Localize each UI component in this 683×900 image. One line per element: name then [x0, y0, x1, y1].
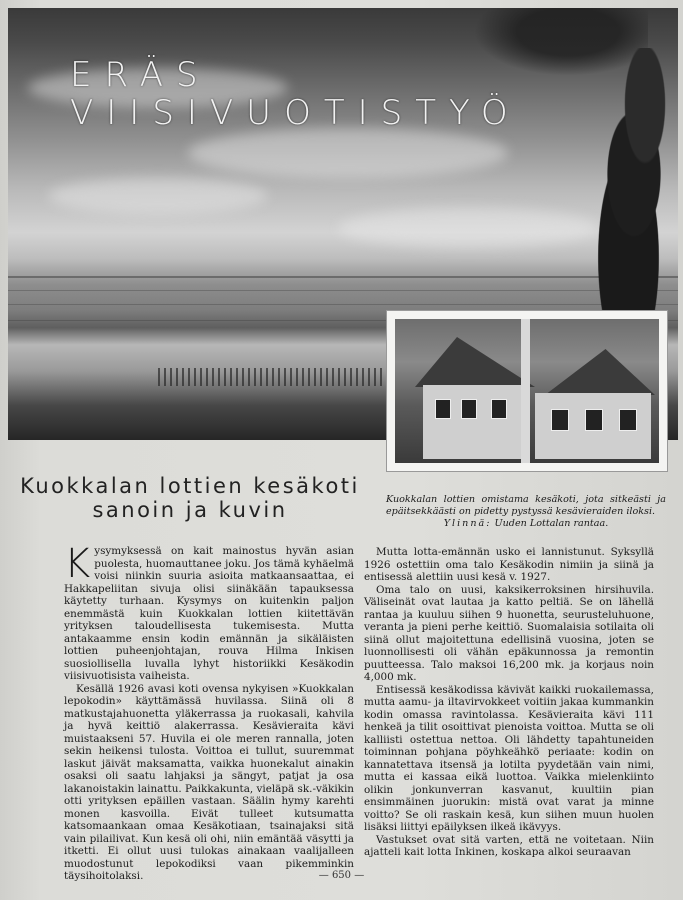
- title-line-1: ERÄS: [70, 55, 211, 95]
- pine-tree: [568, 48, 678, 328]
- fence: [158, 368, 393, 386]
- article-subtitle: [0, 474, 380, 522]
- drop-cap: K: [64, 541, 91, 587]
- paragraph: Entisessä kesäkodissa kävivät kaikki ruokailemassa, mutta aamu- ja iltavirvokkeet voitiin jakaa kummankin kodin omassa ravintolassa. Kesävieraita kävi 111 henkeä ja tilit osoittivat pienoista voittoa. Mutta se oli kalliisti ostettua nettoa. Oli lähdetty tapahtuneiden toiminnan pohjana pöyhkeähkö periaate: kodin on kannatettava itsensä ja lotilta pyydetään vain nimi, mutta ei kassaa eikä luottoa. Vaikka mielenkiinto olikin jonkunverran kasvanut, kuultiin pian ensimmäinen juorukin: mistä ovat varat ja minne voitto? Se oli raskain kesä, kun siihen muun huolen lisäksi liittyi epäilyksen ilkeä ikävyys.: [364, 683, 654, 833]
- subtitle-line-2: sanoin ja kuvin: [92, 498, 288, 522]
- article-title: [70, 56, 521, 132]
- paragraph: [64, 541, 354, 683]
- paragraph: Mutta lotta-emännän usko ei lannistunut. Syksyllä 1926 ostettiin oma talo Kesäkodin nimiin ja siinä ja entisessä alettiin uusi kesä v. 1927.: [364, 546, 654, 583]
- caption-text: Kuokkalan lottien omistama kesäkoti, jota sitkeästi ja epäitsekkäästi on pidetty pystyssä kesävieraiden iloksi.: [386, 494, 666, 517]
- paragraph-text: ysymyksessä on kait mainostus hyvän asian puolesta, huomauttanee joku. Jos tämä kyhäelmä voisi niinkin suuria asioita matkaansaattaa, ei Hakkapeliitan sivuja olisi siinäkään tapauksessa käytetty turhaan. Kysymys on kuitenkin paljon enemmästä kuin Kuokkalan lottien kiitettävän yrityksen taloudellisesta tukemisesta. Mutta antakaamme ensin kodin emännän ja sikäläisten lottien puheenjohtajan, rouva Hilma Inkisen suosiollisella luvalla lyhyt historiikki Kesäkodin viisivuotisista vaiheista.: [64, 545, 354, 682]
- right-column: [364, 546, 654, 859]
- villa-photo-frame: [386, 310, 668, 472]
- credit-text: Uuden Lottalan rantaa.: [494, 518, 609, 529]
- caption-credit: [386, 518, 666, 530]
- subtitle-line-1: Kuokkalan lottien kesäkoti: [20, 474, 360, 498]
- credit-label: Ylinnä:: [443, 518, 492, 529]
- villa-photo: [395, 319, 659, 463]
- photo-caption: [386, 494, 666, 530]
- title-line-2: VIISIVUOTISTYÖ: [70, 93, 521, 133]
- paragraph: Oma talo on uusi, kaksikerroksinen hirsihuvila. Väliseinät ovat lautaa ja katto peltiä. Se on lähellä rantaa ja kuuluu siihen 9 huonetta, seurusteluhuone, veranta ja pieni perhe keittiö. Suomalaisia sotilaita oli siinä ollut majoitettuna edellisinä vuosina, joten se luonnollisesti oli vähän epäkunnossa ja remontin puutteessa. Talo maksoi 16,200 mk. ja korjaus noin 4,000 mk.: [364, 583, 654, 683]
- paragraph: Kesällä 1926 avasi koti ovensa nykyisen »Kuokkalan lepokodin» käyttämässä huvilassa. Siinä oli 8 matkustajahuonetta yläkerrassa ja ruokasali, kahvila ja hyvä keittiö alakerrassa. Kesävieraita kävi muistaakseni 57. Huvila ei ole meren rannalla, joten sekin heikensi tulosta. Voittoa ei tullut, suuremmat laskut jäivät maksamatta, vaikka huonekalut ainakin osaksi oli saatu lahjaksi ja sängyt, patjat ja osa lakanoistakin lainattu. Paikkakunta, vieläpä sk.-väkikin otti yrityksen epäillen vastaan. Säälin hymy karehti monen kasvoilla. Eivät tulleet kutsumatta katsomaankaan omaa Kesäkotiaan, tsainajaksi sitä vain pilailivat. Kun kesä oli ohi, niin emäntää väsytti ja itketti. Ei ollut uusi tulokas ainakaan vaalijalleen muodostunut lepokodiksi vaan pikemminkin täysihoitolaksi.: [64, 682, 354, 882]
- left-column: [64, 541, 354, 883]
- page-number: — 650 —: [318, 870, 365, 881]
- paragraph: Vastukset ovat sitä varten, että ne voitetaan. Niin ajatteli kait lotta Inkinen, koskapa alkoi seuraavan: [364, 833, 654, 858]
